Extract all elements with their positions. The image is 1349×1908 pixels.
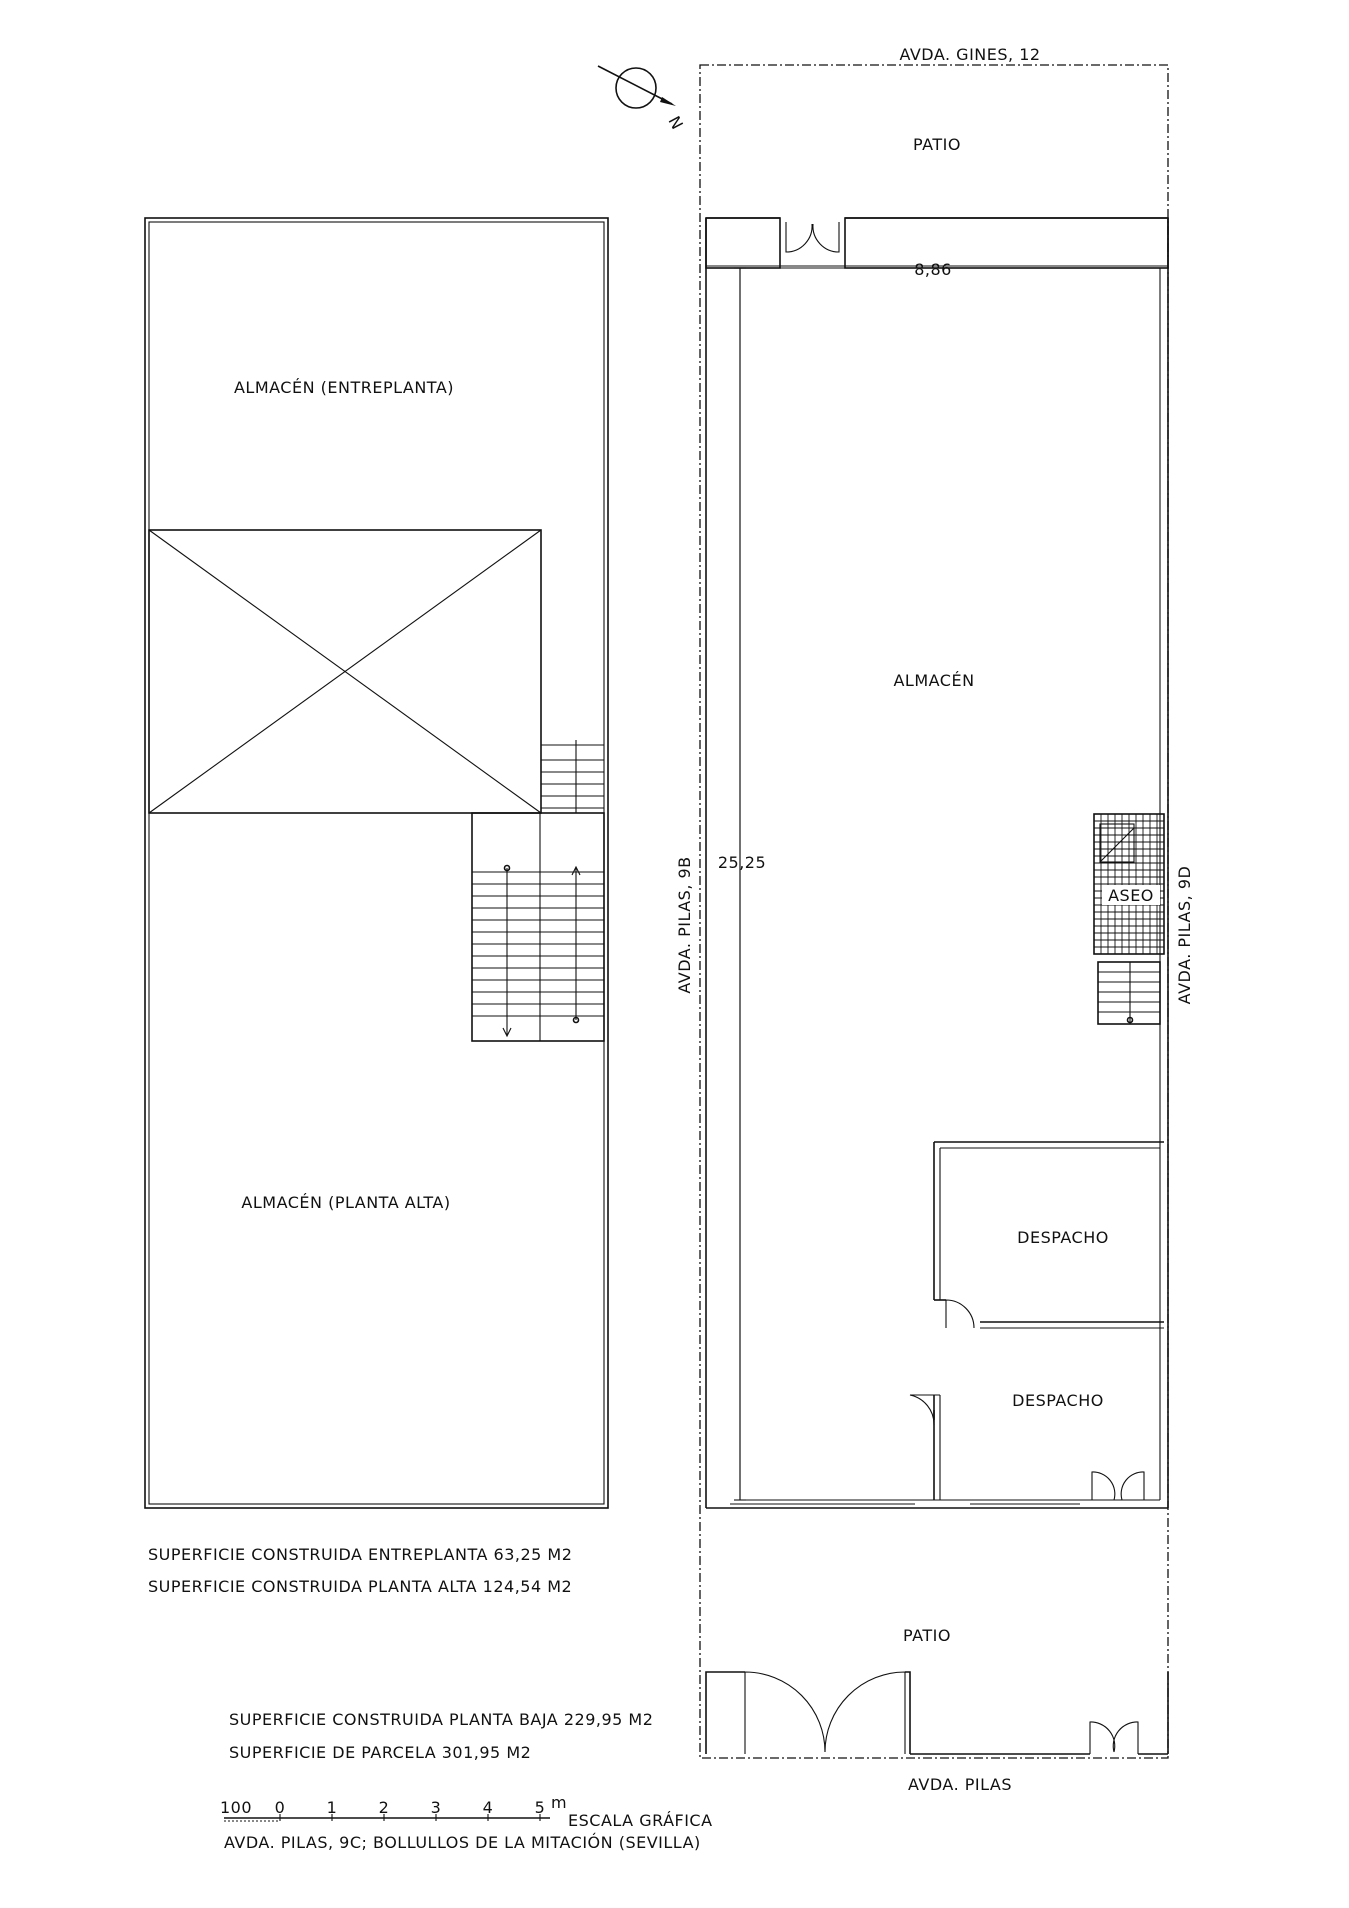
patio-gates (706, 1672, 1168, 1754)
street-label-right: AVDA. PILAS, 9D (1175, 865, 1194, 1005)
ground-floor-plan (700, 65, 1168, 1758)
room-label-warehouse: ALMACÉN (893, 671, 975, 690)
office-rooms (910, 1142, 1164, 1500)
room-label-upper-floor: ALMACÉN (PLANTA ALTA) (241, 1193, 451, 1212)
street-label-top: AVDA. GINES, 12 (899, 45, 1041, 64)
room-label-mezzanine: ALMACÉN (ENTREPLANTA) (233, 378, 455, 397)
room-label-toilet: ASEO (1108, 886, 1154, 905)
area-plot: SUPERFICIE DE PARCELA 301,95 M2 (229, 1743, 532, 1762)
north-arrow-icon (598, 66, 687, 133)
scale-tick-0: 0 (274, 1798, 286, 1817)
area-mezzanine: SUPERFICIE CONSTRUIDA ENTREPLANTA 63,25 M2 (148, 1545, 573, 1564)
toilet-room (1094, 814, 1164, 954)
upper-stair-flight (541, 740, 604, 813)
dimension-length (718, 268, 766, 1500)
scale-tick-2: 2 (378, 1798, 390, 1817)
scale-tick-4: 4 (482, 1798, 494, 1817)
dimension-length-label: 25,25 (717, 853, 767, 872)
dimension-width (706, 260, 1168, 279)
ground-floor-stair (1098, 962, 1160, 1024)
room-label-patio-bottom: PATIO (903, 1626, 951, 1645)
scale-tick-3: 3 (430, 1798, 442, 1817)
street-label-bottom: AVDA. PILAS (908, 1775, 1012, 1794)
address-line: AVDA. PILAS, 9C; BOLLULLOS DE LA MITACIÓN (SEVILLA) (224, 1833, 701, 1852)
scale-tick-100: 100 (219, 1798, 253, 1817)
upper-floor-plan (145, 218, 608, 1508)
graphic-scale (220, 1793, 713, 1830)
upper-floor-outer-wall (145, 218, 608, 1508)
scale-tick-1: 1 (326, 1798, 338, 1817)
scale-tick-5: 5 (534, 1798, 546, 1817)
room-label-office-1: DESPACHO (1017, 1228, 1109, 1247)
room-label-patio-top: PATIO (913, 135, 961, 154)
lower-stair-flight (472, 813, 604, 1041)
scale-unit: m (551, 1793, 568, 1812)
north-label: N (664, 112, 688, 133)
floor-void-opening (149, 530, 541, 813)
front-double-door (786, 222, 839, 252)
upper-floor-inner-wall (149, 222, 604, 1504)
area-ground-floor: SUPERFICIE CONSTRUIDA PLANTA BAJA 229,95 M2 (229, 1710, 654, 1729)
room-label-office-2: DESPACHO (1012, 1391, 1104, 1410)
area-upper-floor: SUPERFICIE CONSTRUIDA PLANTA ALTA 124,54 M2 (148, 1577, 573, 1596)
scale-label: ESCALA GRÁFICA (568, 1811, 713, 1830)
dimension-width-label: 8,86 (914, 260, 952, 279)
street-label-left: AVDA. PILAS, 9B (675, 856, 694, 994)
